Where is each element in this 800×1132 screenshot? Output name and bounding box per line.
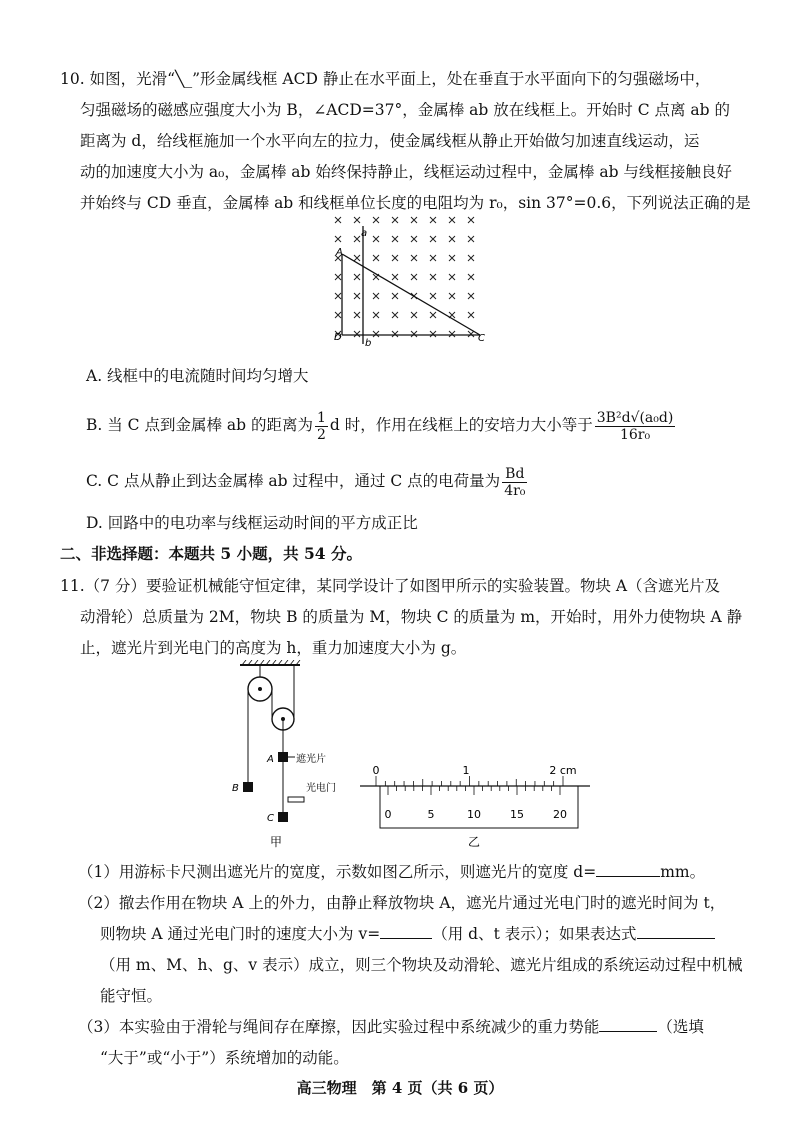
- q11-part2-line4: 能守恒。: [100, 987, 163, 1005]
- q11-part3-line1: [78, 1016, 704, 1038]
- field-cross: [354, 293, 360, 299]
- field-cross: [354, 255, 360, 261]
- label-a: a: [361, 228, 368, 239]
- field-cross: [449, 255, 455, 261]
- q10-line-3: 距离为 d，给线框施加一个水平向左的拉力，使金属线框从静止开始做匀加速直线运动，运: [80, 132, 700, 150]
- field-cross: [354, 236, 360, 242]
- field-cross: [449, 217, 455, 223]
- field-cross: [468, 274, 474, 280]
- option-b-text-2: d 时，作用在线框上的安培力大小等于: [329, 416, 593, 434]
- field-cross: [373, 217, 379, 223]
- field-cross: [468, 312, 474, 318]
- field-cross: [468, 255, 474, 261]
- q11-part2-text-1: 则物块 A 通过光电门时的速度大小为 v=: [100, 925, 381, 943]
- field-cross: [430, 331, 436, 337]
- q10-option-d: D. 回路中的电功率与线框运动时间的平方成正比: [86, 514, 418, 532]
- field-cross: [468, 331, 474, 337]
- q11-part2-text-2: （用 d、t 表示）；如果表达式: [432, 925, 637, 943]
- q11-part1: [78, 861, 705, 883]
- field-cross: [468, 236, 474, 242]
- q10-field-figure: [328, 212, 498, 352]
- option-c-text: C. C 点从静止到达金属棒 ab 过程中，通过 C 点的电荷量为: [86, 472, 501, 490]
- field-cross: [335, 236, 341, 242]
- field-cross: [430, 217, 436, 223]
- label-A: A: [336, 247, 343, 258]
- q11-figure-jia: [222, 660, 357, 855]
- field-cross: [373, 236, 379, 242]
- field-cross: [392, 274, 398, 280]
- field-cross: [354, 312, 360, 318]
- field-cross: [373, 331, 379, 337]
- q11-line-1: 11.（7 分）要验证机械能守恒定律，某同学设计了如图甲所示的实验装置。物块 A（含遮光片及: [60, 577, 721, 595]
- field-cross: [354, 331, 360, 337]
- field-cross: [468, 293, 474, 299]
- field-cross: [449, 236, 455, 242]
- fixed-pulley-axle: [258, 687, 262, 691]
- q11-line-2: 动滑轮）总质量为 2M，物块 B 的质量为 M，物块 C 的质量为 m，开始时，用外力使物块 A 静: [80, 608, 743, 626]
- field-cross: [430, 293, 436, 299]
- q11-part3-line2: “大于”或“小于”）系统增加的动能。: [100, 1049, 349, 1067]
- label-B: B: [232, 783, 239, 794]
- field-cross: [411, 236, 417, 242]
- vernier-label-20: 20: [553, 808, 567, 821]
- q11-part1-unit: mm。: [660, 863, 706, 881]
- field-cross: [449, 274, 455, 280]
- field-cross: [411, 217, 417, 223]
- label-D: D: [334, 332, 342, 343]
- blank-velocity[interactable]: [380, 938, 432, 939]
- field-cross: [449, 293, 455, 299]
- field-cross: [411, 274, 417, 280]
- field-cross: [392, 312, 398, 318]
- field-cross: [430, 312, 436, 318]
- field-cross: [411, 312, 417, 318]
- field-cross: [335, 312, 341, 318]
- field-cross: [373, 255, 379, 261]
- q10-line-4: 动的加速度大小为 a₀，金属棒 ab 始终保持静止，线框运动过程中，金属棒 ab 与线框接触良好: [80, 163, 732, 181]
- label-A: A: [267, 754, 274, 765]
- q10-line-1: 10. 如图，光滑“╲_”形金属线框 ACD 静止在水平面上，处在垂直于水平面向下的匀强磁场中，: [60, 70, 711, 88]
- vernier-label-15: 15: [510, 808, 524, 821]
- q10-line-2: 匀强磁场的磁感应强度大小为 B，∠ACD=37°，金属棒 ab 放在线框上。开始时 C 点离 ab 的: [80, 101, 730, 119]
- caption-jia: 甲: [270, 835, 283, 849]
- option-b-answer: $\frac{\text{3B²d√(a₀d)}}{\text{16r₀}}$: [596, 409, 674, 443]
- field-cross: [373, 312, 379, 318]
- q11-part3-text-2: （选填: [657, 1018, 704, 1036]
- vernier-slider: [380, 786, 578, 828]
- q11-part2-line3: （用 m、M、h、g、v 表示）成立，则三个物块及动滑轮、遮光片组成的系统运动过程中机械: [100, 956, 743, 974]
- field-cross: [468, 217, 474, 223]
- field-cross: [335, 274, 341, 280]
- main-tick-1: 1: [462, 764, 470, 777]
- vernier-label-5: 5: [427, 808, 435, 821]
- blank-width-d[interactable]: [596, 876, 660, 877]
- field-cross: [430, 236, 436, 242]
- q10-line-5: 并始终与 CD 垂直，金属棒 ab 和线框单位长度的电阻均为 r₀，sin 37°=0.6，下列说法正确的是: [80, 194, 751, 212]
- caption-yi: 乙: [468, 835, 481, 849]
- block-A: [278, 752, 288, 762]
- field-cross: [430, 274, 436, 280]
- field-cross: [392, 331, 398, 337]
- block-C: [278, 812, 288, 822]
- field-cross: [392, 255, 398, 261]
- q11-part2-line1: （2）撤去作用在物块 A 上的外力，由静止释放物块 A，遮光片通过光电门时的遮光时间为 t，: [78, 894, 726, 912]
- page-footer: 高三物理 第 4 页（共 6 页）: [296, 1079, 504, 1097]
- field-cross: [411, 255, 417, 261]
- field-cross: [335, 217, 341, 223]
- main-tick-0: 0: [372, 764, 380, 777]
- field-cross: [449, 331, 455, 337]
- vernier-label-0: 0: [384, 808, 392, 821]
- label-C: C: [478, 333, 485, 344]
- field-cross: [392, 236, 398, 242]
- q11-part1-text: （1）用游标卡尺测出遮光片的宽度，示数如图乙所示，则遮光片的宽度 d=: [78, 863, 597, 881]
- option-c-answer: $\frac{Bd}{\text{4r₀}}$: [504, 465, 526, 499]
- main-scale-ticks: [376, 776, 563, 786]
- label-b: b: [365, 338, 372, 349]
- field-cross: [392, 293, 398, 299]
- field-cross: [411, 331, 417, 337]
- blank-expression[interactable]: [637, 938, 715, 939]
- field-cross: [392, 217, 398, 223]
- q11-part3-text-1: （3）本实验由于滑轮与绳间存在摩擦，因此实验过程中系统减少的重力势能: [78, 1018, 600, 1036]
- vernier-label-10: 10: [467, 808, 481, 821]
- q11-part2-line2: [100, 923, 715, 945]
- q11-figure-yi: [360, 758, 590, 855]
- field-cross: [354, 217, 360, 223]
- field-cross: [354, 274, 360, 280]
- label-C: C: [267, 813, 274, 824]
- section-2-heading: 二、非选择题：本题共 5 小题，共 54 分。: [60, 544, 362, 563]
- field-cross: [335, 293, 341, 299]
- field-cross: [430, 255, 436, 261]
- block-B: [243, 782, 253, 792]
- q10-option-a: A. 线框中的电流随时间均匀增大: [86, 367, 309, 385]
- q10-option-b: [86, 404, 677, 446]
- photogate: [288, 797, 304, 802]
- main-tick-2cm: 2 cm: [549, 764, 577, 777]
- q10-option-c: [86, 460, 529, 502]
- q11-line-3: 止，遮光片到光电门的高度为 h，重力加速度大小为 g。: [80, 639, 467, 657]
- label-guangdianmen: 光电门: [306, 783, 336, 794]
- option-b-half: $\frac{1}{2}$: [316, 409, 326, 443]
- field-cross: [373, 293, 379, 299]
- label-zheguangpian: 遮光片: [296, 754, 326, 765]
- blank-compare[interactable]: [599, 1031, 657, 1032]
- option-b-text-1: B. 当 C 点到金属棒 ab 的距离为: [86, 416, 313, 434]
